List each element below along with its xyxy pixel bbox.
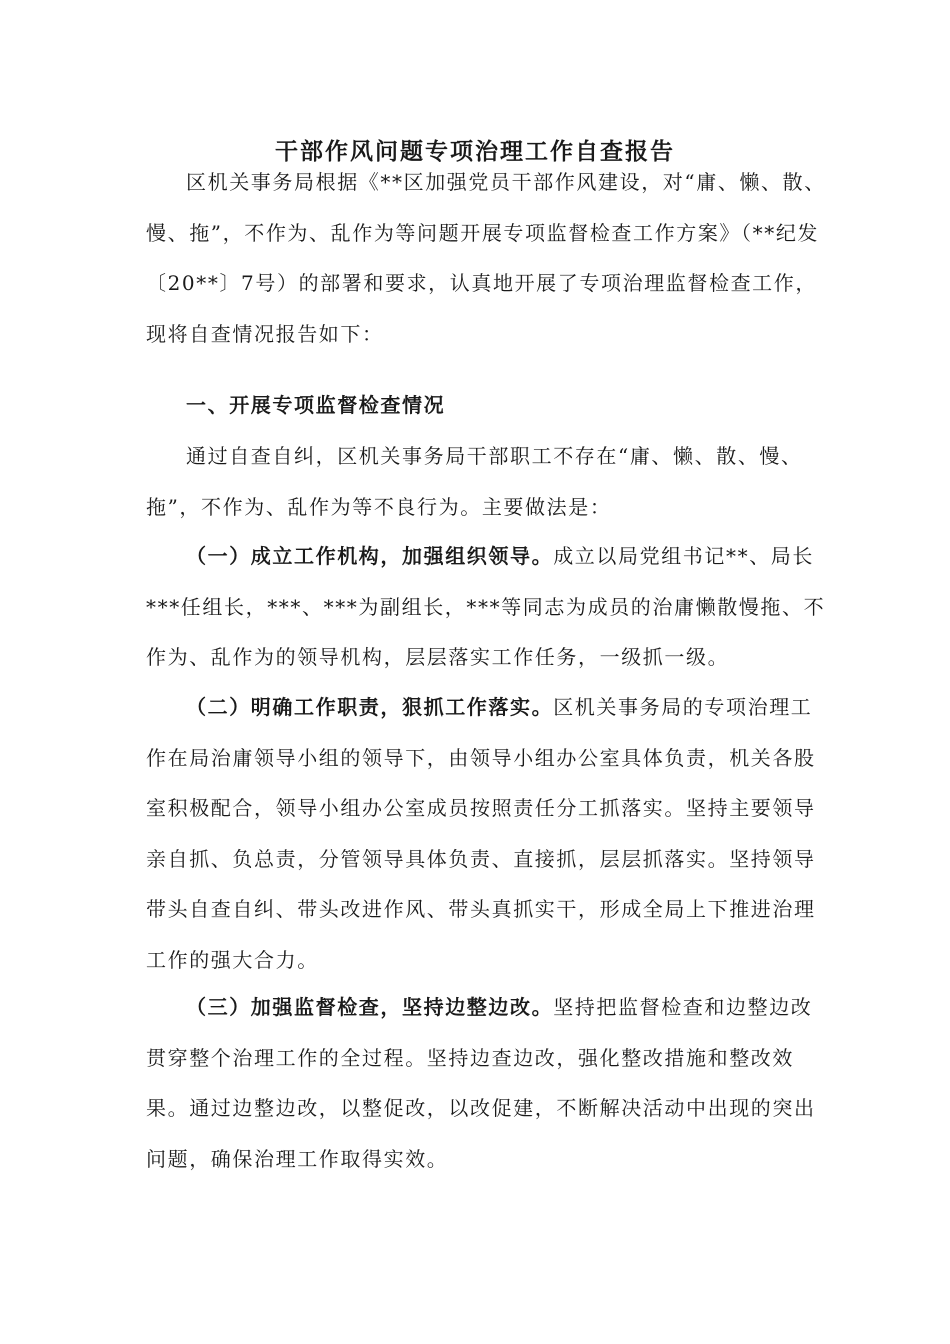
item-lead-1: （一）成立工作机构，加强组织领导。 bbox=[186, 544, 554, 568]
section-paragraph: 通过自查自纠，区机关事务局干部职工不存在“庸、懒、散、慢、拖”，不作为、乱作为等不良行为。主要做法是： bbox=[146, 444, 803, 519]
intro-paragraph: 区机关事务局根据《**区加强党员干部作风建设，对“庸、懒、散、慢、拖”，不作为、乱作为等问题开展专项监督检查工作方案》（**纪发〔20**〕7号）的部署和要求，认真地开展了专项治理监督检查工作，现将自查情况报告如下： bbox=[146, 170, 826, 346]
item-paragraph-1 bbox=[146, 531, 826, 683]
document-title: 干部作风问题专项治理工作自查报告 bbox=[275, 138, 675, 165]
item-lead-2: （二）明确工作职责，狠抓工作落实。 bbox=[186, 695, 554, 719]
item-text-3: 坚持把监督检查和边整边改贯穿整个治理工作的全过程。坚持边查边改，强化整改措施和整改效果。通过边整边改，以整促改，以改促建，不断解决活动中出现的突出问题，确保治理工作取得实效。 bbox=[146, 995, 816, 1171]
item-paragraph-3 bbox=[146, 982, 826, 1184]
item-paragraph-2 bbox=[146, 682, 826, 985]
section-heading: 一、开展专项监督检查情况 bbox=[186, 393, 446, 417]
item-text-2: 区机关事务局的专项治理工作在局治庸领导小组的领导下，由领导小组办公室具体负责，机关各股室积极配合，领导小组办公室成员按照责任分工抓落实。坚持主要领导亲自抓、负总责，分管领导具体负责、直接抓，层层抓落实。坚持领导带头自查自纠、带头改进作风、带头真抓实干，形成全局上下推进治理工作的强大合力。 bbox=[146, 695, 816, 972]
item-text-1: 成立以局党组书记**、局长***任组长，***、***为副组长，***等同志为成员的治庸懒散慢拖、不作为、乱作为的领导机构，层层落实工作任务，一级抓一级。 bbox=[146, 544, 826, 669]
item-lead-3: （三）加强监督检查，坚持边整边改。 bbox=[186, 995, 554, 1019]
